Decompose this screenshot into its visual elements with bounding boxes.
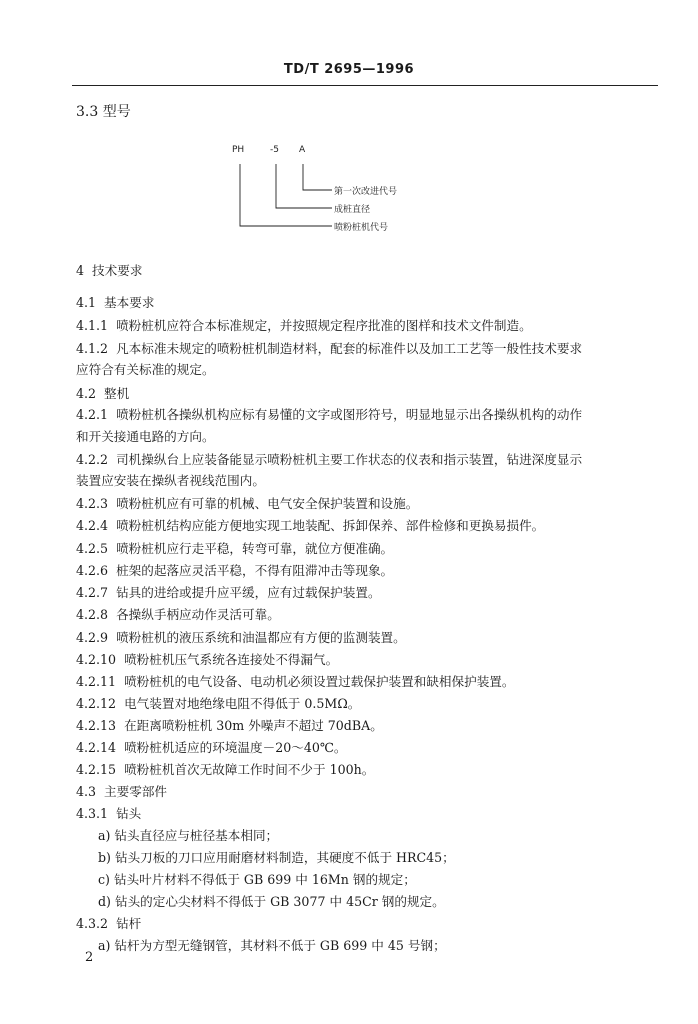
clause-4-3-1: 4.3.1 钻头 [76, 806, 142, 821]
list-item-a-drill-rod: a) 钻杆为方型无缝钢管，其材料不低于 GB 699 中 45 号钢； [98, 938, 446, 953]
clause-4-2-4: 4.2.4 喷粉桩机结构应能方便地实现工地装配、拆卸保养、部件检修和更换易损件。 [76, 518, 545, 533]
clause-4-3-2: 4.3.2 钻杆 [76, 916, 142, 931]
list-item-d-drill-bit: d) 钻头的定心尖材料不得低于 GB 3077 中 45Cr 钢的规定。 [98, 894, 445, 909]
list-item-b-drill-bit: b) 钻头刀板的刀口应用耐磨材料制造，其硬度不低于 HRC45； [98, 850, 455, 865]
clause-4-2-2-cont: 装置应安装在操纵者视线范围内。 [76, 473, 265, 488]
clause-4-3: 4.3 主要零部件 [76, 784, 168, 799]
clause-4-2-5: 4.2.5 喷粉桩机应行走平稳，转弯可靠，就位方便准确。 [76, 541, 394, 556]
clause-4-2-1: 4.2.1 喷粉桩机各操纵机构应标有易懂的文字或图形符号，明显地显示出各操纵机构的动作 [76, 407, 583, 422]
diagram-label-machine-code: 喷粉桩机代号 [334, 223, 389, 233]
clause-4-1-2: 4.1.2 凡本标准未规定的喷粉桩机制造材料，配套的标准件以及加工工艺等一般性技术要求 [76, 341, 583, 356]
section-4-heading: 4 技术要求 [76, 263, 143, 278]
clause-4-2-14: 4.2.14 喷粉桩机适应的环境温度－20～40℃。 [76, 740, 347, 755]
diagram-code-a: A [299, 145, 306, 155]
clause-4-2-1-cont: 和开关接通电路的方向。 [76, 429, 215, 444]
clause-4-2-11: 4.2.11 喷粉桩机的电气设备、电动机必须设置过载保护装置和缺相保护装置。 [76, 674, 515, 689]
section-3-3-heading: 3.3 型号 [76, 104, 131, 120]
diagram-label-improvement: 第一次改进代号 [334, 187, 398, 197]
list-item-a-drill-bit: a) 钻头直径应与桩径基本相同； [98, 828, 279, 843]
clause-4-2-6: 4.2.6 桩架的起落应灵活平稳，不得有阻滞冲击等现象。 [76, 563, 394, 578]
page-number: 2 [85, 950, 94, 965]
clause-4-2-3: 4.2.3 喷粉桩机应有可靠的机械、电气安全保护装置和设施。 [76, 496, 419, 511]
diagram-leader-lines [240, 164, 332, 226]
clause-4-2-8: 4.2.8 各操纵手柄应动作灵活可靠。 [76, 607, 280, 622]
clause-4-2-7: 4.2.7 钻具的进给或提升应平缓，应有过载保护装置。 [76, 585, 381, 600]
clause-4-2: 4.2 整机 [76, 386, 130, 401]
clause-4-2-2: 4.2.2 司机操纵台上应装备能显示喷粉桩机主要工作状态的仪表和指示装置，钻进深度显示 [76, 452, 583, 467]
model-code-diagram [220, 138, 480, 238]
clause-4-2-10: 4.2.10 喷粉桩机压气系统各连接处不得漏气。 [76, 652, 339, 667]
list-item-c-drill-bit: c) 钻头叶片材料不得低于 GB 699 中 16Mn 钢的规定； [98, 872, 416, 887]
clause-4-2-15: 4.2.15 喷粉桩机首次无故障工作时间不少于 100h。 [76, 762, 375, 777]
clause-4-1: 4.1 基本要求 [76, 295, 155, 310]
clause-4-1-2-cont: 应符合有关标准的规定。 [76, 362, 215, 377]
clause-4-2-12: 4.2.12 电气装置对地绝缘电阻不得低于 0.5MΩ。 [76, 696, 361, 711]
header-rule [72, 85, 658, 86]
diagram-code-ph: PH [232, 145, 245, 155]
clause-4-2-9: 4.2.9 喷粉桩机的液压系统和油温都应有方便的监测装置。 [76, 630, 406, 645]
diagram-code-num: -5 [270, 145, 279, 155]
clause-4-1-1: 4.1.1 喷粉桩机应符合本标准规定，并按照规定程序批准的图样和技术文件制造。 [76, 318, 532, 333]
clause-4-2-13: 4.2.13 在距离喷粉桩机 30m 外噪声不超过 70dBA。 [76, 718, 383, 733]
standard-code-header: TD/T 2695—1996 [283, 62, 415, 77]
diagram-label-diameter: 成桩直径 [334, 205, 371, 215]
